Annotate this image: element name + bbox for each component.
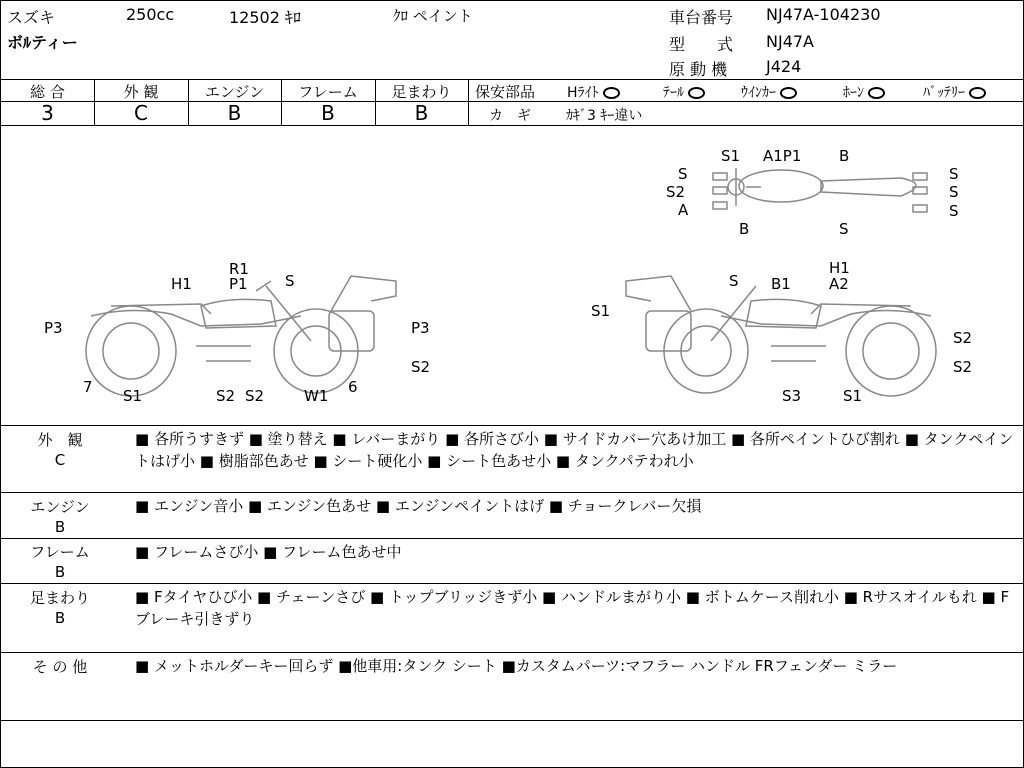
mileage: 12502 ｷﾛ xyxy=(229,8,301,27)
label-top-s-r2: S xyxy=(949,183,959,201)
key-label: カ ギ xyxy=(489,108,531,124)
safety-item-horn: ﾎｰﾝ xyxy=(843,82,885,102)
right-view-labels xyxy=(591,259,972,405)
grade-label-exterior: 外 観 xyxy=(123,83,159,101)
label-left-w1: W1 xyxy=(304,387,329,405)
label-right-b1: B1 xyxy=(771,275,791,293)
grade-value-total: 3 xyxy=(41,101,54,125)
detail-text-engine: ■ エンジン音小 ■ エンジン色あせ ■ エンジンペイントはげ ■ チョークレバー欠損 xyxy=(135,497,702,515)
label-top-s1: S1 xyxy=(721,147,741,165)
label-left-7: 7 xyxy=(83,378,93,396)
grade-label-suspension: 足まわり xyxy=(391,83,452,101)
safety-item-winker: ｳｲﾝｶｰ xyxy=(741,82,797,102)
label-left-s2b: S2 xyxy=(245,387,265,405)
damage-diagram xyxy=(1,126,1023,426)
ok-circle-icon xyxy=(780,87,797,99)
label-right-s1-bottom: S1 xyxy=(843,387,863,405)
safety-item-battery: ﾊﾞｯﾃﾘｰ xyxy=(923,82,986,102)
label-left-s2-rear: S2 xyxy=(411,358,431,376)
label-right-s1: S1 xyxy=(591,302,611,320)
label-right-s3: S3 xyxy=(782,387,802,405)
detail-text-other: ■ メットホルダーキー回らず ■他車用:タンク シート ■カスタムパーツ:マフラー ハンドル FRフェンダー ミラー xyxy=(135,657,898,675)
detail-text-suspension: ■ Fタイヤひび小 ■ チェーンさび ■ トップブリッジきず小 ■ ハンドルまがり小 ■ ボトムケース削れ小 ■ Rサスオイルもれ ■ Fブレーキ引きずり xyxy=(135,588,1010,628)
engine-value: J424 xyxy=(766,57,802,76)
label-right-a2: A2 xyxy=(829,275,849,293)
label-left-p1: P1 xyxy=(229,275,248,293)
grade-value-frame: B xyxy=(321,101,335,125)
ok-circle-icon xyxy=(688,87,705,99)
label-top-s-r3: S xyxy=(949,202,959,220)
detail-grade-engine: B xyxy=(54,518,66,536)
label-right-h1: H1 xyxy=(829,259,850,277)
label-top-s-bottom: S xyxy=(839,220,849,238)
chassis-label: 車台番号 xyxy=(669,8,734,27)
color: ｸﾛ ペイント xyxy=(393,7,473,25)
engine-label: 原 動 機 xyxy=(669,60,728,79)
label-left-p3-rear: P3 xyxy=(411,319,430,337)
label-right-s: S xyxy=(729,272,739,290)
label-left-h1: H1 xyxy=(171,275,192,293)
label-left-r1: R1 xyxy=(229,260,249,278)
divider xyxy=(1,492,1023,493)
detail-grade-frame: B xyxy=(54,563,66,581)
grade-value-engine: B xyxy=(227,101,242,125)
detail-text-exterior: ■ 各所うすきず ■ 塗り替え ■ レバーまがり ■ 各所さび小 ■ サイドカバー穴あけ加工 ■ 各所ペイントひび割れ ■ タンクペイントはげ小 ■ 樹脂部色あせ ■ シート硬化小 ■ シート色あせ小 ■ タンクパテわれ小 xyxy=(135,430,1014,470)
divider xyxy=(1,720,1023,721)
label-top-b: B xyxy=(839,147,850,165)
grade-label-engine: エンジン xyxy=(204,83,265,101)
divider xyxy=(1,583,1023,584)
label-top-s2: S2 xyxy=(666,183,686,201)
detail-label-suspension: 足まわり xyxy=(29,589,90,607)
label-top-a1p1: A1P1 xyxy=(763,147,802,165)
label-top-b2: B xyxy=(739,220,750,238)
safety-item-taillight: ﾃｰﾙ xyxy=(663,82,705,102)
divider xyxy=(468,79,469,125)
chassis-number: NJ47A-104230 xyxy=(766,5,881,24)
left-view-labels xyxy=(44,260,430,405)
grade-label-frame: フレーム xyxy=(298,83,358,101)
label-top-s: S xyxy=(678,165,688,183)
grade-value-suspension: B xyxy=(414,101,429,125)
safety-title: 保安部品 xyxy=(475,83,536,101)
ok-circle-icon xyxy=(969,87,986,99)
top-view-labels xyxy=(666,147,959,238)
model-name: ボﾙティー xyxy=(7,33,78,52)
label-left-6: 6 xyxy=(348,378,358,396)
displacement: 250cc xyxy=(126,5,175,24)
divider xyxy=(1,538,1023,539)
bike-right-view xyxy=(626,276,936,396)
divider xyxy=(1,79,1023,80)
label-left-s1: S1 xyxy=(123,387,143,405)
ok-circle-icon xyxy=(603,87,620,99)
detail-label-other: そ の 他 xyxy=(32,658,88,676)
bike-top-view xyxy=(713,168,927,212)
label-left-s2a: S2 xyxy=(216,387,236,405)
label-right-s2b: S2 xyxy=(953,358,973,376)
detail-label-exterior: 外 観 xyxy=(37,431,83,449)
type-value: NJ47A xyxy=(766,32,814,51)
divider xyxy=(1,652,1023,653)
label-top-a: A xyxy=(678,201,689,219)
grade-label-total: 総 合 xyxy=(30,83,65,101)
detail-label-engine: エンジン xyxy=(30,498,90,516)
detail-grade-suspension: B xyxy=(54,609,66,627)
key-value: ｶｷﾞ3 ｷｰ違い xyxy=(566,108,643,124)
detail-label-frame: フレーム xyxy=(30,543,90,561)
label-left-s: S xyxy=(285,272,295,290)
detail-grade-exterior: C xyxy=(54,451,66,469)
label-top-s-r1: S xyxy=(949,165,959,183)
maker: スズキ xyxy=(7,8,56,27)
label-left-p3: P3 xyxy=(44,319,63,337)
grade-value-exterior: C xyxy=(134,101,148,125)
detail-text-frame: ■ フレームさび小 ■ フレーム色あせ中 xyxy=(135,543,402,561)
safety-item-headlight: Hﾗｲﾄ xyxy=(567,82,620,102)
ok-circle-icon xyxy=(868,87,885,99)
label-right-s2a: S2 xyxy=(953,329,973,347)
divider xyxy=(1,425,1023,426)
type-label: 型 式 xyxy=(669,35,734,54)
